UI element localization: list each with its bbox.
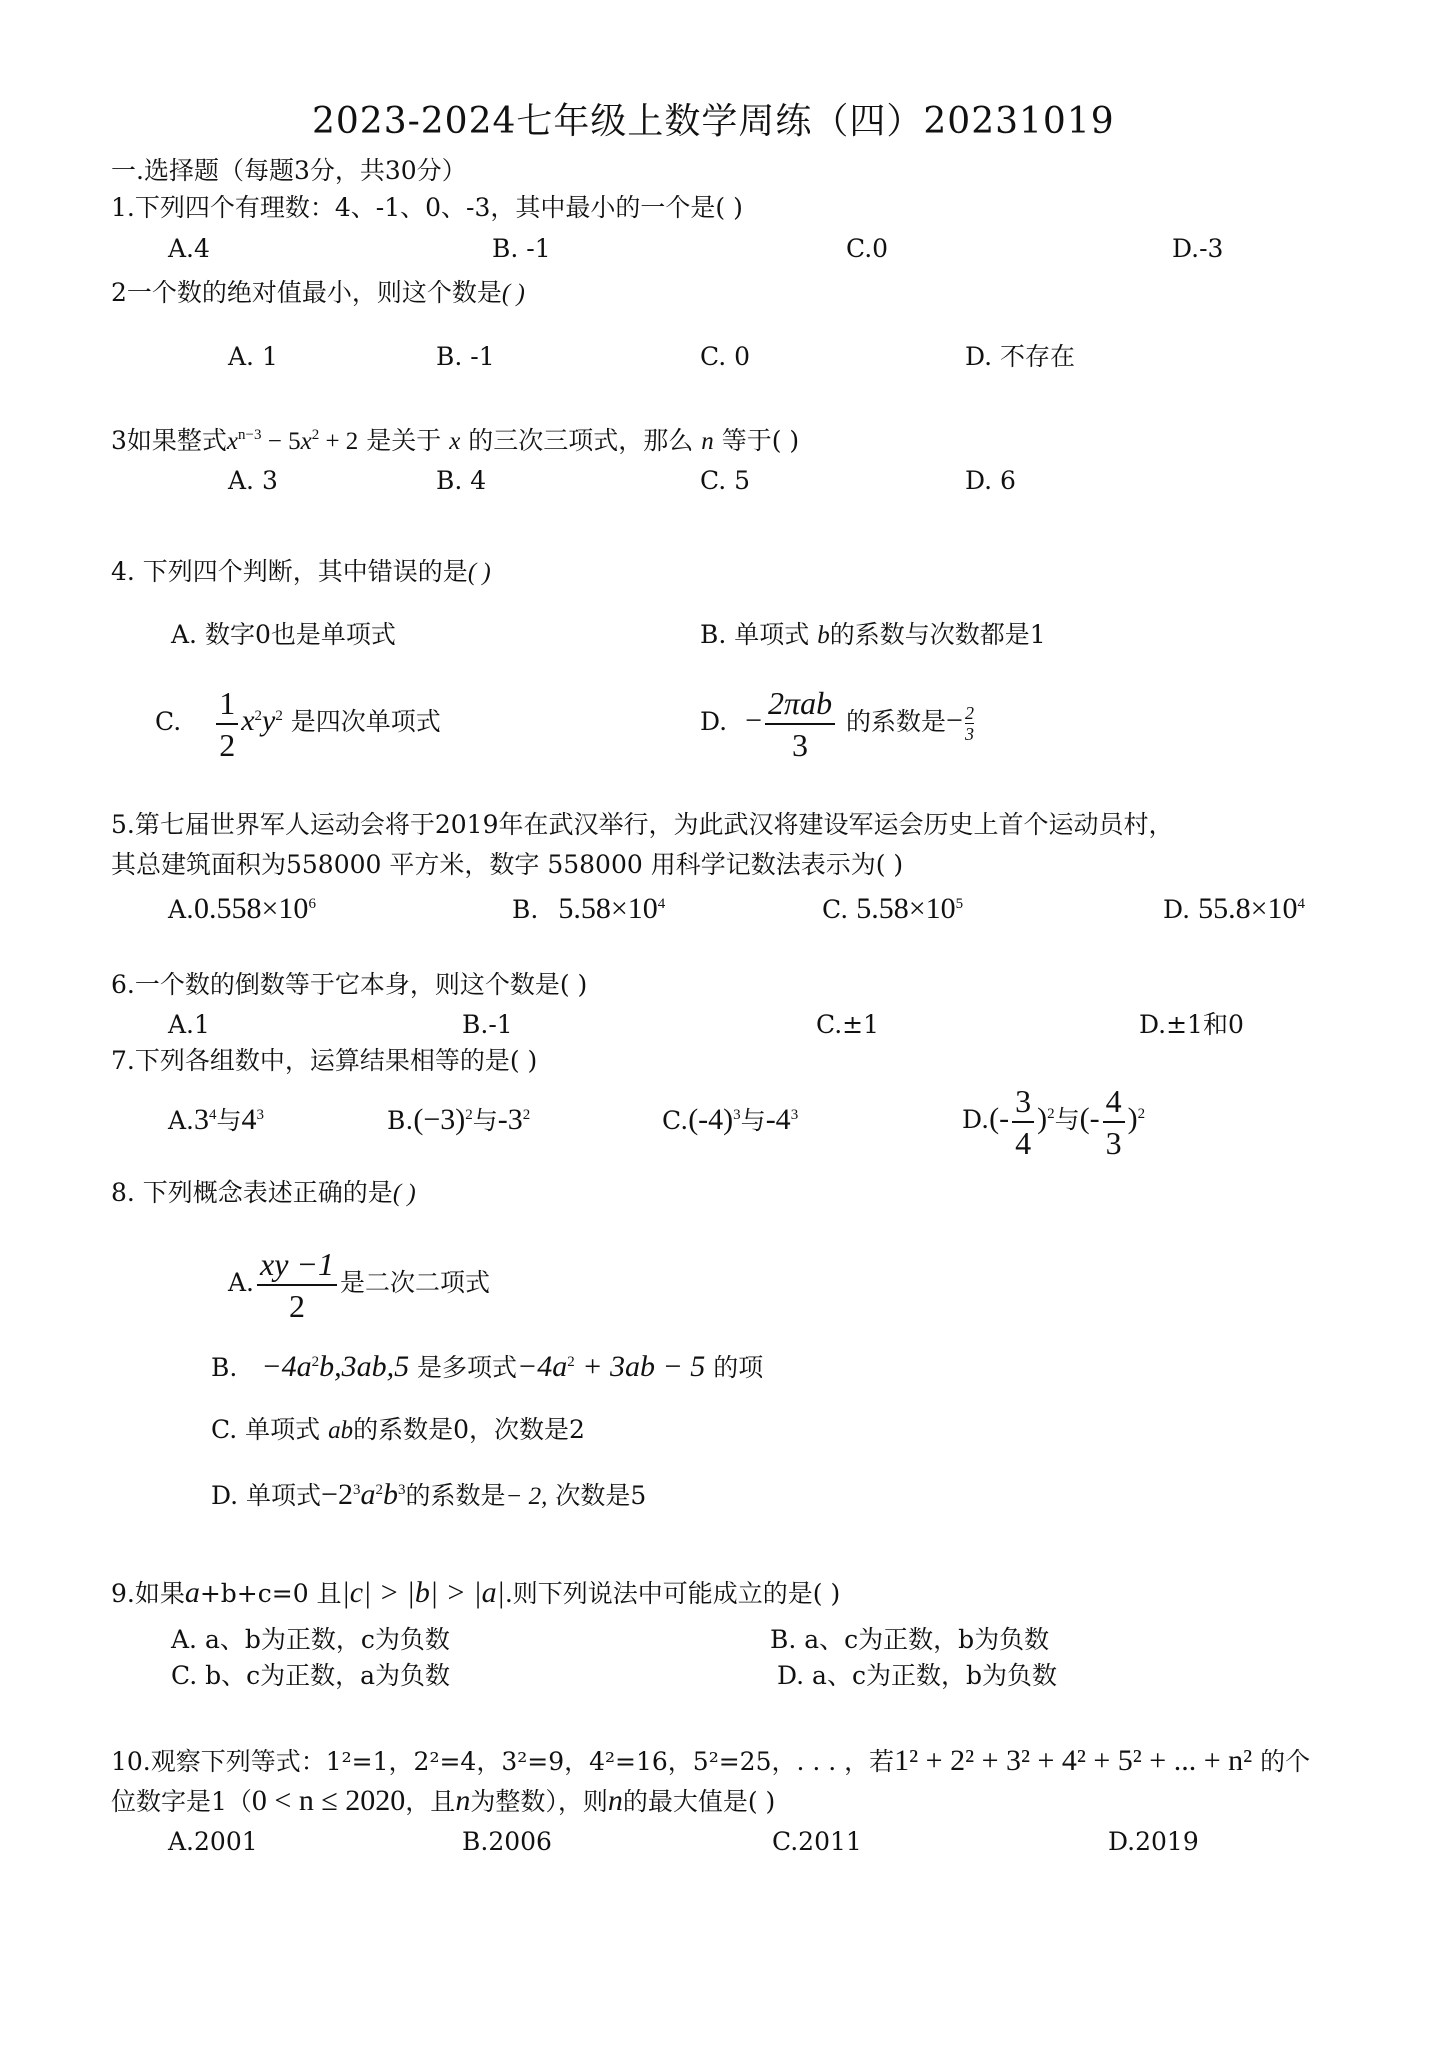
q10-sum: 1² + 2² + 3² + 4² + 5² + ... + n² <box>894 1744 1253 1777</box>
q8-d-expr: −2 <box>321 1478 353 1511</box>
q1-stem: 1.下列四个有理数：4、-1、0、-3，其中最小的一个是( ) <box>111 193 743 222</box>
q10-line2 <box>111 1786 775 1817</box>
q1-option-b: B. -1 <box>492 234 551 263</box>
q8-paren: ( ) <box>392 1180 416 1207</box>
q1-option-c: C.0 <box>846 234 889 263</box>
q5-c-exp: 5 <box>955 896 964 912</box>
q7-d-num1: 3 <box>1012 1081 1034 1123</box>
q7-d-den1: 4 <box>1015 1124 1032 1161</box>
q5-a-exp: 6 <box>308 896 316 912</box>
q10-option-c: C.2011 <box>772 1827 862 1856</box>
q3-option-a: A. 3 <box>228 466 278 495</box>
q5-option-b <box>512 894 665 925</box>
q8-d-e2: 2 <box>375 1482 383 1498</box>
q4-option-c <box>155 676 441 767</box>
q5-b-label: B. <box>512 895 539 924</box>
q7-b-b1: (−3) <box>413 1103 466 1136</box>
q3-base2: x <box>300 428 312 455</box>
q4-b-pre: B. 单项式 <box>700 620 810 649</box>
q4-d-small-fraction <box>965 703 974 744</box>
q2-option-a: A. 1 <box>228 342 278 371</box>
q8-d-post: 次数是5 <box>555 1481 647 1510</box>
q7-option-b <box>387 1090 530 1151</box>
q8-b-mid: 是多项式 <box>417 1353 518 1382</box>
q10-var2: n <box>607 1784 623 1817</box>
q7-c-and: 与 <box>740 1106 766 1135</box>
q4-c-label: C. <box>155 707 182 736</box>
q2-option-b: B. -1 <box>436 342 495 371</box>
q9-a-var: a <box>184 1576 200 1609</box>
q4-stem <box>111 557 491 588</box>
q8-b-e1: 2 <box>311 1354 320 1370</box>
q1-option-a: A.4 <box>168 234 210 263</box>
q9-mid: +b+c=0 且 <box>199 1579 342 1608</box>
q6-option-d: D.±1和0 <box>1139 1010 1244 1039</box>
q9-stem <box>111 1578 840 1609</box>
q5-a-label: A. <box>168 895 195 924</box>
q7-stem: 7.下列各组数中，运算结果相等的是( ) <box>111 1046 538 1075</box>
q3-stem <box>111 426 799 457</box>
q2-paren: ( ) <box>501 280 525 307</box>
q5-option-c <box>822 894 963 925</box>
q5-option-d <box>1163 894 1305 925</box>
q10-post: 的个 <box>1260 1747 1311 1776</box>
q7-a-e2: 3 <box>256 1107 265 1123</box>
q7-d-num2: 4 <box>1103 1081 1125 1123</box>
q5-option-a <box>168 894 316 925</box>
q7-d-open2: (- <box>1079 1102 1100 1135</box>
q9-option-c: C. b、c为正数，a为负数 <box>171 1661 451 1690</box>
q5-b-base: 5.58×10 <box>558 892 658 925</box>
q8-stem-text: 8. 下列概念表述正确的是 <box>111 1178 393 1207</box>
q7-b-label: B. <box>387 1106 414 1135</box>
q8-b-post: 的项 <box>713 1353 764 1382</box>
q3-option-d: D. 6 <box>965 466 1016 495</box>
q6-option-b: B.-1 <box>462 1010 513 1039</box>
q7-c-e2: 3 <box>790 1107 799 1123</box>
q10-line1 <box>111 1746 1310 1777</box>
q7-d-e1: 2 <box>1047 1106 1055 1122</box>
q8-a-post: 是二次二项式 <box>340 1268 491 1297</box>
q3-exp2: 2 <box>311 427 320 443</box>
q4-stem-text: 4. 下列四个判断，其中错误的是 <box>111 557 468 586</box>
q8-b-expr1: −4a <box>261 1350 312 1383</box>
q4-c-den: 2 <box>219 726 236 763</box>
q7-option-a <box>168 1090 264 1151</box>
q7-c-b1: (-4) <box>688 1103 734 1136</box>
q5-c-base: 5.58×10 <box>856 892 956 925</box>
q4-c-num: 1 <box>216 683 238 725</box>
q10-line2-post: 的最大值是( ) <box>622 1787 776 1816</box>
q3-post3: 等于( ) <box>721 426 800 455</box>
section-heading: 一.选择题（每题3分，共30分） <box>111 156 467 185</box>
q5-line2: 其总建筑面积为558000 平方米，数字 558000 用科学记数法表示为( ) <box>111 850 904 879</box>
q4-b-post: 的系数与次数都是1 <box>829 620 1046 649</box>
q8-d-coef: − 2, <box>505 1483 548 1510</box>
q4-c-y: y <box>262 704 276 737</box>
q8-d-e1: 3 <box>352 1482 361 1498</box>
q4-c-x-exp: 2 <box>254 708 263 724</box>
q4-c-fraction <box>216 683 238 765</box>
q2-option-d: D. 不存在 <box>965 342 1076 371</box>
q6-option-a: A.1 <box>168 1010 210 1039</box>
q8-b-e2: 2 <box>567 1354 575 1370</box>
q8-option-d <box>211 1480 646 1512</box>
q7-d-den2: 3 <box>1105 1124 1122 1161</box>
q6-stem: 6.一个数的倒数等于它本身，则这个数是( ) <box>111 970 588 999</box>
q7-b-e1: 2 <box>465 1107 473 1123</box>
q8-option-c <box>211 1415 585 1446</box>
q3-pre: 3如果整式 <box>111 426 227 455</box>
q8-a-fraction <box>257 1244 337 1326</box>
q8-c-var: ab <box>328 1417 354 1444</box>
q3-post2: 的三次三项式，那么 <box>468 426 694 455</box>
q8-d-b: b <box>382 1478 398 1511</box>
q7-d-close1: ) <box>1037 1102 1048 1135</box>
q7-a-and: 与 <box>216 1106 242 1135</box>
q3-exp1: n−3 <box>238 427 262 443</box>
q10-range: 0 < n ≤ 2020 <box>251 1784 406 1817</box>
q2-stem <box>111 278 525 309</box>
q10-option-a: A.2001 <box>168 1827 258 1856</box>
q7-d-open1: (- <box>989 1102 1010 1135</box>
q9-pre: 9.如果 <box>111 1579 185 1608</box>
q4-paren: ( ) <box>467 559 491 586</box>
q9-option-b: B. a、c为正数，b为负数 <box>770 1625 1050 1654</box>
q8-d-e3: 3 <box>397 1482 406 1498</box>
q10-option-b: B.2006 <box>462 1827 552 1856</box>
q8-b-expr1b: b,3ab,5 <box>319 1350 410 1383</box>
q7-d-close2: ) <box>1127 1102 1138 1135</box>
q4-d-num: 2πab <box>765 683 835 725</box>
q7-option-c <box>662 1090 798 1151</box>
q8-option-a <box>228 1238 490 1328</box>
q5-line1: 5.第七届世界军人运动会将于2019年在武汉举行，为此武汉将建设军运会历史上首个运动员村， <box>111 810 1174 839</box>
q7-c-b2: -4 <box>765 1103 791 1136</box>
q10-pre: 10.观察下列等式：1²=1，2²=4，3²=9，4²=16，5²=25，. . . ，若 <box>111 1747 895 1776</box>
q8-b-expr2b: + 3ab − 5 <box>574 1350 706 1383</box>
q4-d-fraction <box>765 683 835 765</box>
q10-option-d: D.2019 <box>1108 1827 1199 1856</box>
q7-d-fraction1 <box>1012 1081 1034 1163</box>
q8-a-den: 2 <box>289 1287 306 1324</box>
q5-d-base: 55.8×10 <box>1198 892 1298 925</box>
q8-c-pre: C. 单项式 <box>211 1415 321 1444</box>
q10-line2-mid: ，且 <box>405 1787 456 1816</box>
q3-mid1: − 5 <box>261 428 301 455</box>
q7-a-e1: 4 <box>209 1107 217 1123</box>
q1-option-d: D.-3 <box>1172 234 1224 263</box>
q3-option-c: C. 5 <box>700 466 751 495</box>
q4-c-post: 是四次单项式 <box>290 707 441 736</box>
q4-option-b <box>700 620 1046 651</box>
q4-option-a: A. 数字0也是单项式 <box>171 620 396 649</box>
q6-option-c: C.±1 <box>816 1010 880 1039</box>
q4-d-sign2: − <box>946 704 963 737</box>
q8-d-a: a <box>360 1478 376 1511</box>
q4-d-label: D. <box>700 707 728 736</box>
q7-d-fraction2 <box>1103 1081 1125 1163</box>
q8-b-label: B. <box>211 1353 238 1382</box>
q5-d-exp: 4 <box>1297 896 1306 912</box>
q8-stem <box>111 1178 416 1209</box>
q4-d-den: 3 <box>792 726 809 763</box>
q3-var2: n <box>701 428 714 455</box>
q10-line2-pre: 位数字是1（ <box>111 1787 252 1816</box>
q9-abs: |c| > |b| > |a| <box>341 1576 505 1609</box>
q8-c-post: 的系数是0，次数是2 <box>353 1415 585 1444</box>
q8-a-num: xy −1 <box>257 1244 337 1286</box>
q9-post: .则下列说法中可能成立的是( ) <box>504 1579 841 1608</box>
q7-c-e1: 3 <box>733 1107 741 1123</box>
q3-mid2: + 2 <box>319 428 359 455</box>
q8-b-expr2: −4a <box>517 1350 568 1383</box>
q2-stem-text: 2一个数的绝对值最小，则这个数是 <box>111 278 502 307</box>
q4-d-sign: − <box>745 704 763 737</box>
q10-line2-mid2: 为整数），则 <box>470 1787 608 1816</box>
q3-base1: x <box>226 428 239 455</box>
q7-a-b1: 3 <box>194 1103 210 1136</box>
q7-d-and: 与 <box>1054 1105 1080 1134</box>
q8-a-label: A. <box>228 1268 255 1297</box>
q7-a-b2: 4 <box>241 1103 257 1136</box>
q8-d-pre: D. 单项式 <box>211 1481 322 1510</box>
q8-d-mid: 的系数是 <box>405 1481 506 1510</box>
q5-c-label: C. <box>822 895 849 924</box>
q4-b-var: b <box>817 622 830 649</box>
q7-a-label: A. <box>168 1106 195 1135</box>
q7-option-d <box>962 1076 1145 1163</box>
q3-option-b: B. 4 <box>436 466 487 495</box>
q5-d-label: D. <box>1163 895 1191 924</box>
q7-d-e2: 2 <box>1137 1106 1146 1122</box>
q7-b-b2: -3 <box>497 1103 523 1136</box>
q2-option-c: C. 0 <box>700 342 751 371</box>
q4-d-snum: 2 <box>964 703 974 723</box>
q4-option-d <box>700 676 976 767</box>
q4-d-post: 的系数是 <box>846 707 947 736</box>
q4-c-y-exp: 2 <box>275 708 283 724</box>
q3-post1: 是关于 <box>366 426 442 455</box>
q4-c-x: x <box>241 704 255 737</box>
q7-d-label: D. <box>962 1105 990 1134</box>
q9-option-a: A. a、b为正数，c为负数 <box>171 1625 450 1654</box>
q5-a-base: 0.558×10 <box>194 892 309 925</box>
q7-c-label: C. <box>662 1106 689 1135</box>
q7-b-and: 与 <box>472 1106 498 1135</box>
q10-var: n <box>455 1784 471 1817</box>
q9-option-d: D. a、c为正数，b为负数 <box>777 1661 1057 1690</box>
q8-option-b <box>211 1352 763 1383</box>
q7-b-e2: 2 <box>522 1107 531 1123</box>
page-title: 2023-2024七年级上数学周练（四）20231019 <box>312 101 1115 142</box>
q5-b-exp: 4 <box>657 896 666 912</box>
q3-var1: x <box>449 428 461 455</box>
q4-d-sden: 3 <box>964 724 974 744</box>
